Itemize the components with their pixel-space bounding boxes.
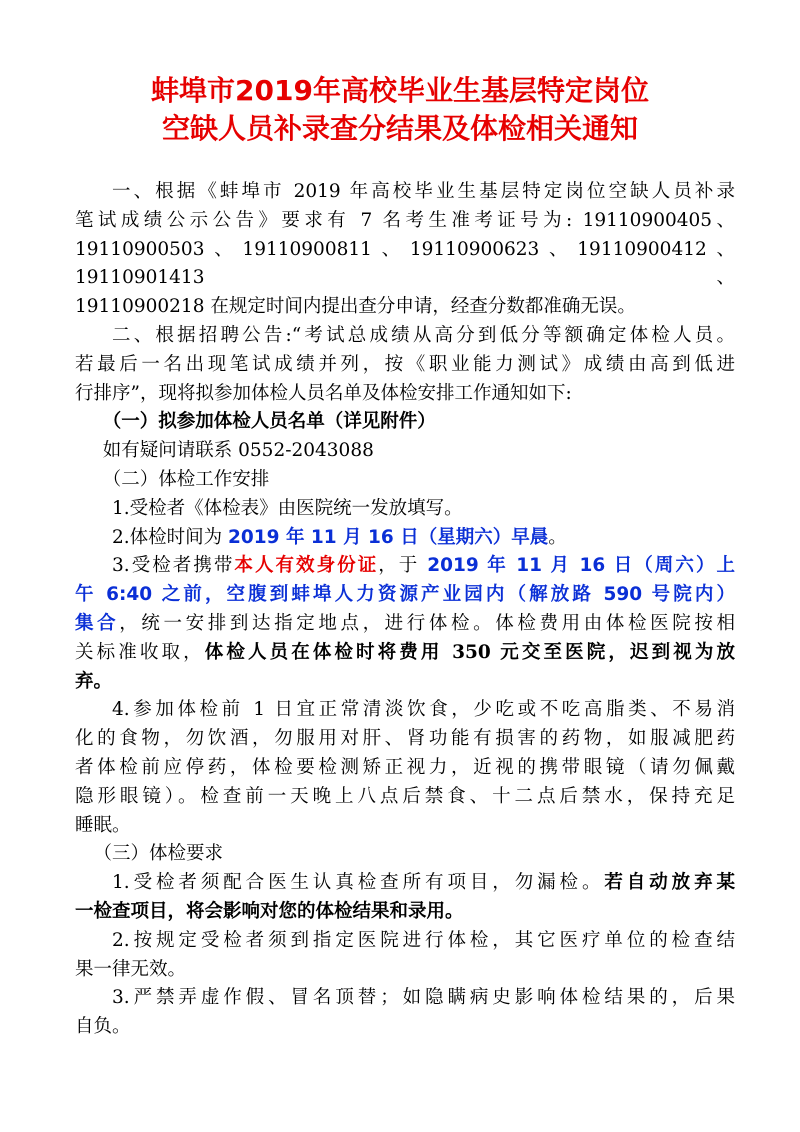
item2-prefix: 2.体检时间为 — [112, 526, 229, 548]
item1-bold: 若自动放弃某 — [604, 872, 735, 894]
subsection3-item2-line1: 2.按规定受检者须到指定医院进行体检，其它医疗单位的检查结 — [112, 929, 735, 951]
subsection3-item3-line2: 自负。 — [75, 1016, 131, 1038]
subsection2-item3-line1 — [75, 552, 735, 581]
subsection2-item3-line4 — [75, 639, 735, 668]
section2-line1: 二、根据招聘公告:“考试总成绩从高分到低分等额确定体检人员。 — [112, 324, 735, 346]
subsection2-item1: 1.受检者《体检表》由医院统一发放填写。 — [112, 497, 463, 519]
subsection3-item1-line1 — [75, 869, 735, 898]
assembly-highlight-3: 集合 — [75, 612, 120, 634]
section2-line2: 若最后一名出现笔试成绩并列，按《职业能力测试》成绩由高到低进 — [75, 353, 735, 375]
subsection2-item4-line5: 睡眠。 — [75, 814, 131, 836]
item3-mid: ，于 — [378, 555, 428, 577]
assembly-time-highlight-1: 2019 年 11 月 16 日（周六）上 — [427, 555, 735, 577]
item3-prefix: 3.受检者携带 — [112, 555, 235, 577]
section1-line4: 19110900218 在规定时间内提出查分申请，经查分数都准确无误。 — [75, 296, 636, 318]
fee-bold: 体检人员在体检时将费用 350 元交至医院，迟到视为放 — [204, 641, 735, 663]
section1-line3: 19110900503、19110900811、19110900623、19110900412、19110901413、 — [75, 238, 735, 289]
subsection2-item4-line2: 化的食物，勿饮酒，勿服用对肝、肾功能有损害的药物，如服减肥药 — [75, 728, 735, 750]
item3-rest1: ，统一安排到达指定地点，进行体检。体检费用由体检医院按相 — [119, 612, 735, 634]
subsection1-heading: （一）拟参加体检人员名单（详见附件） — [102, 411, 436, 433]
subsection3-item2-line2: 果一律无效。 — [75, 958, 187, 980]
subsection3-heading: （三）体检要求 — [93, 843, 224, 865]
page-title — [0, 72, 800, 148]
section1-line1: 一、根据《蚌埠市 2019 年高校毕业生基层特定岗位空缺人员补录 — [112, 181, 735, 202]
notice-body — [75, 178, 735, 1042]
contact-phone: 如有疑问请联系 0552-2043088 — [102, 440, 374, 462]
item1-prefix: 1.受检者须配合医生认真检查所有项目，勿漏检。 — [112, 872, 605, 894]
subsection2-item4-line1: 4.参加体检前 1 日宜正常清淡饮食，少吃或不吃高脂类、不易消 — [112, 699, 735, 721]
assembly-time-highlight-2: 午 6:40 之前，空腹到蚌埠人力资源产业园内（解放路 590 号院内） — [75, 584, 735, 606]
title-line-1: 蚌埠市2019年高校毕业生基层特定岗位 — [151, 74, 649, 107]
section1-line2: 笔试成绩公示公告》要求有 7 名考生准考证号为: 19110900405、 — [75, 209, 735, 231]
item2-suffix: 。 — [548, 526, 567, 548]
subsection2-item4-line3: 者体检前应停药，体检要检测矫正视力，近视的携带眼镜（请勿佩戴 — [75, 756, 735, 778]
item3-rest2: 关标准收取， — [75, 641, 205, 663]
subsection2-heading: （二）体检工作安排 — [102, 468, 270, 490]
subsection2-item4-line4: 隐形眼镜）。检查前一天晚上八点后禁食、十二点后禁水，保持充足 — [75, 785, 735, 807]
id-card-highlight: 本人有效身份证 — [234, 555, 379, 577]
subsection2-item2 — [75, 524, 735, 553]
title-line-2: 空缺人员补录查分结果及体检相关通知 — [161, 112, 638, 145]
section2-line3: 行排序”，现将拟参加体检人员名单及体检安排工作通知如下: — [75, 382, 572, 404]
subsection3-item3-line1: 3.严禁弄虚作假、冒名顶替；如隐瞒病史影响体检结果的，后果 — [112, 987, 735, 1009]
exam-date-highlight: 2019 年 11 月 16 日（星期六）早晨 — [228, 526, 549, 548]
subsection3-item1-line2: 一检查项目，将会影响对您的体检结果和录用。 — [75, 900, 464, 922]
subsection2-item3-line3 — [75, 610, 735, 639]
subsection2-item3-line5: 弃。 — [75, 670, 113, 692]
